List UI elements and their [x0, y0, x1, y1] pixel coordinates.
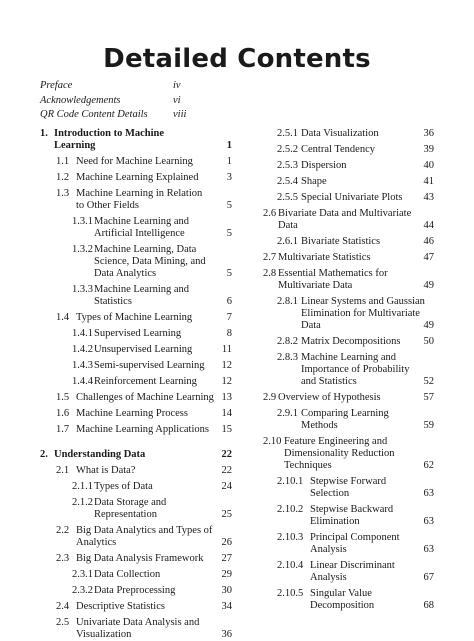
front-matter-page: viii — [173, 109, 187, 120]
entry-number: 2.3.2 — [72, 584, 93, 596]
entry-title-line: Science, Data Mining, and — [94, 256, 206, 267]
entry-page: 62 — [423, 460, 434, 471]
entry-page: 68 — [423, 600, 434, 611]
entry-page: 26 — [221, 536, 232, 548]
entry-page: 22 — [221, 448, 232, 460]
entry-title-line: Machine Learning and — [94, 216, 190, 227]
entry-title-line: Essential Mathematics for — [278, 268, 388, 279]
entry-title-line: Methods — [301, 420, 338, 431]
entry-number: 1.2 — [56, 172, 70, 183]
entry-title-line: Machine Learning Explained — [76, 172, 199, 183]
entry-title-line: Machine Learning Process — [76, 408, 188, 419]
entry-number: 1.4 — [56, 312, 70, 323]
entry-title-line: Semi-supervised Learning — [94, 360, 205, 371]
entry-number: 2.5.4 — [277, 176, 298, 187]
entry-number: 2.5 — [56, 616, 70, 628]
entry-page: 49 — [423, 280, 434, 291]
entry-page: 34 — [221, 600, 232, 612]
entry-title-line: Singular Value — [310, 588, 372, 599]
entry-title-line: Importance of Probability — [301, 364, 410, 375]
entry-title-line: Dimensionality Reduction — [284, 448, 395, 459]
entry-title-line: Artificial Intelligence — [94, 228, 185, 239]
entry-number: 1.3.3 — [72, 284, 93, 295]
entry-page: 63 — [423, 544, 434, 555]
entry-title-line: Types of Machine Learning — [76, 312, 193, 323]
entry-title-line: Data Analytics — [94, 268, 157, 279]
entry-number: 1.4.2 — [72, 344, 93, 355]
front-matter-item — [40, 80, 190, 91]
entry-page: 5 — [226, 228, 232, 239]
entry-number: 1.4.3 — [72, 360, 93, 371]
page-title: Detailed Contents — [103, 44, 371, 74]
entry-number: 2.10.5 — [277, 588, 304, 599]
entry-page: 15 — [221, 424, 232, 435]
entry-title-line: Analytics — [76, 536, 117, 548]
entry-title-line: Multivariate Statistics — [278, 252, 371, 263]
entry-page: 24 — [221, 480, 232, 492]
entry-page: 13 — [221, 392, 232, 403]
entry-title-line: Elimination for Multivariate — [301, 308, 420, 319]
entry-page: 14 — [221, 408, 232, 419]
entry-number: 2.5.1 — [277, 128, 298, 139]
entry-number: 2.5.3 — [277, 160, 298, 171]
entry-page: 12 — [221, 376, 232, 387]
entry-title-line: Data — [278, 220, 298, 231]
entry-page: 3 — [226, 172, 232, 183]
entry-title-line: Understanding Data — [54, 448, 146, 460]
entry-title-line: Multivariate Data — [278, 280, 353, 291]
entry-title-line: Introduction to Machine — [54, 128, 165, 139]
entry-title-line: Data Storage and — [94, 496, 167, 508]
entry-title-line: Central Tendency — [301, 144, 376, 155]
entry-title-line: Special Univariate Plots — [301, 192, 403, 203]
entry-number: 1.4.4 — [72, 376, 93, 387]
entry-title-line: Data Preprocessing — [94, 584, 176, 596]
entry-title-line: Machine Learning and — [94, 284, 190, 295]
entry-title-line: Stepwise Forward — [310, 476, 387, 487]
entry-page: 36 — [221, 628, 232, 640]
entry-title-line: Machine Learning in Relation — [76, 188, 203, 199]
entry-title-line: Linear Discriminant — [310, 560, 395, 571]
entry-title-line: Techniques — [284, 460, 332, 471]
entry-page: 47 — [423, 252, 434, 263]
entry-number: 1.6 — [56, 408, 70, 419]
entry-page: 52 — [423, 376, 434, 387]
entry-title-line: Types of Data — [94, 480, 153, 492]
entry-page: 44 — [423, 220, 434, 231]
entry-number: 2.9 — [263, 392, 277, 403]
entry-number: 2.5.2 — [277, 144, 298, 155]
entry-page: 29 — [221, 568, 232, 580]
entry-title-line: Shape — [301, 176, 327, 187]
entry-number: 2.1.2 — [72, 496, 93, 508]
entry-page: 1 — [226, 140, 232, 151]
entry-title-line: to Other Fields — [76, 200, 139, 211]
entry-number: 1.3 — [56, 188, 70, 199]
entry-page: 12 — [221, 360, 232, 371]
entry-title-line: Analysis — [310, 572, 347, 583]
entry-number: 2. — [40, 448, 48, 460]
entry-title-line: Representation — [94, 508, 157, 520]
entry-title-line: Univariate Data Analysis and — [76, 616, 200, 628]
entry-title-line: Analysis — [310, 544, 347, 555]
entry-title-line: Linear Systems and Gaussian — [301, 296, 425, 307]
entry-title-line: Descriptive Statistics — [76, 600, 165, 612]
entry-title-line: What is Data? — [76, 464, 136, 476]
entry-number: 1.3.1 — [72, 216, 93, 227]
entry-title-line: Need for Machine Learning — [76, 156, 193, 167]
entry-page: 8 — [226, 328, 232, 339]
entry-page: 11 — [221, 344, 232, 355]
entry-page: 63 — [423, 516, 434, 527]
entry-number: 2.6 — [263, 208, 277, 219]
entry-number: 1.3.2 — [72, 244, 93, 255]
entry-number: 2.6.1 — [277, 236, 298, 247]
entry-number: 2.10.3 — [277, 532, 304, 543]
entry-number: 2.8.1 — [277, 296, 298, 307]
entry-number: 2.2 — [56, 524, 70, 536]
entry-page: 63 — [423, 488, 434, 499]
entry-page: 6 — [226, 296, 232, 307]
entry-title-line: Bivariate Statistics — [301, 236, 381, 247]
front-matter-label: Preface — [40, 80, 73, 91]
entry-number: 2.8.3 — [277, 352, 298, 363]
entry-number: 2.7 — [263, 252, 277, 263]
entry-title-line: Matrix Decompositions — [301, 336, 401, 347]
entry-title-line: Challenges of Machine Learning — [76, 392, 214, 403]
entry-title-line: Principal Component — [310, 532, 400, 543]
entry-title-line: Statistics — [94, 296, 132, 307]
entry-title-line: Reinforcement Learning — [94, 376, 197, 387]
entry-number: 1.7 — [56, 424, 70, 435]
entry-number: 2.8.2 — [277, 336, 298, 347]
entry-number: 2.1 — [56, 464, 70, 476]
front-matter-item — [40, 95, 190, 106]
entry-page: 59 — [423, 420, 434, 431]
entry-title-line: Data Visualization — [301, 128, 379, 139]
entry-number: 2.10.2 — [277, 504, 304, 515]
entry-title-line: Big Data Analysis Framework — [76, 552, 204, 564]
entry-page: 49 — [423, 320, 434, 331]
entry-page: 41 — [423, 176, 434, 187]
entry-page: 36 — [423, 128, 434, 139]
entry-page: 27 — [221, 552, 232, 564]
entry-number: 1. — [40, 128, 48, 139]
entry-number: 1.1 — [56, 156, 70, 167]
entry-number: 2.10 — [263, 436, 282, 447]
entry-number: 2.1.1 — [72, 480, 93, 492]
front-matter-page: iv — [173, 80, 181, 91]
entry-page: 39 — [423, 144, 434, 155]
entry-title-line: Learning — [54, 140, 96, 151]
entry-title-line: Machine Learning Applications — [76, 424, 209, 435]
entry-title-line: Selection — [310, 488, 350, 499]
front-matter-page: vi — [173, 95, 181, 106]
entry-page: 57 — [423, 392, 434, 403]
entry-page: 50 — [423, 336, 434, 347]
entry-title-line: Bivariate Data and Multivariate — [278, 208, 412, 219]
entry-title-line: Data — [301, 320, 321, 331]
entry-title-line: Dispersion — [301, 160, 347, 171]
entry-page: 1 — [226, 156, 232, 167]
front-matter-label: QR Code Content Details — [40, 109, 148, 120]
entry-number: 2.10.4 — [277, 560, 304, 571]
entry-number: 2.9.1 — [277, 408, 298, 419]
entry-number: 1.5 — [56, 392, 70, 403]
entry-number: 2.3.1 — [72, 568, 93, 580]
entry-number: 2.10.1 — [277, 476, 304, 487]
entry-page: 40 — [423, 160, 434, 171]
entry-title-line: Stepwise Backward — [310, 504, 394, 515]
entry-number: 2.8 — [263, 268, 277, 279]
entry-number: 2.4 — [56, 600, 70, 612]
entry-title-line: Feature Engineering and — [284, 436, 388, 447]
entry-page: 22 — [221, 464, 232, 476]
entry-title-line: Supervised Learning — [94, 328, 182, 339]
entry-number: 1.4.1 — [72, 328, 93, 339]
entry-page: 5 — [226, 200, 232, 211]
front-matter-label: Acknowledgements — [40, 95, 121, 106]
entry-title-line: Unsupervised Learning — [94, 344, 193, 355]
entry-title-line: Machine Learning, Data — [94, 244, 197, 255]
entry-title-line: Decomposition — [310, 600, 375, 611]
entry-page: 5 — [226, 268, 232, 279]
entry-title-line: Comparing Learning — [301, 408, 389, 419]
entry-number: 2.5.5 — [277, 192, 298, 203]
entry-title-line: Big Data Analytics and Types of — [76, 524, 213, 536]
entry-title-line: Overview of Hypothesis — [278, 392, 381, 403]
entry-page: 30 — [221, 584, 232, 596]
front-matter-item — [40, 109, 190, 120]
entry-page: 7 — [226, 312, 232, 323]
entry-page: 25 — [221, 508, 232, 520]
entry-title-line: Elimination — [310, 516, 360, 527]
entry-title-line: Data Collection — [94, 568, 161, 580]
entry-page: 67 — [423, 572, 434, 583]
entry-number: 2.3 — [56, 552, 70, 564]
entry-page: 46 — [423, 236, 434, 247]
entry-title-line: Visualization — [76, 628, 132, 640]
entry-title-line: Machine Learning and — [301, 352, 397, 363]
entry-page: 43 — [423, 192, 434, 203]
entry-title-line: and Statistics — [301, 376, 357, 387]
